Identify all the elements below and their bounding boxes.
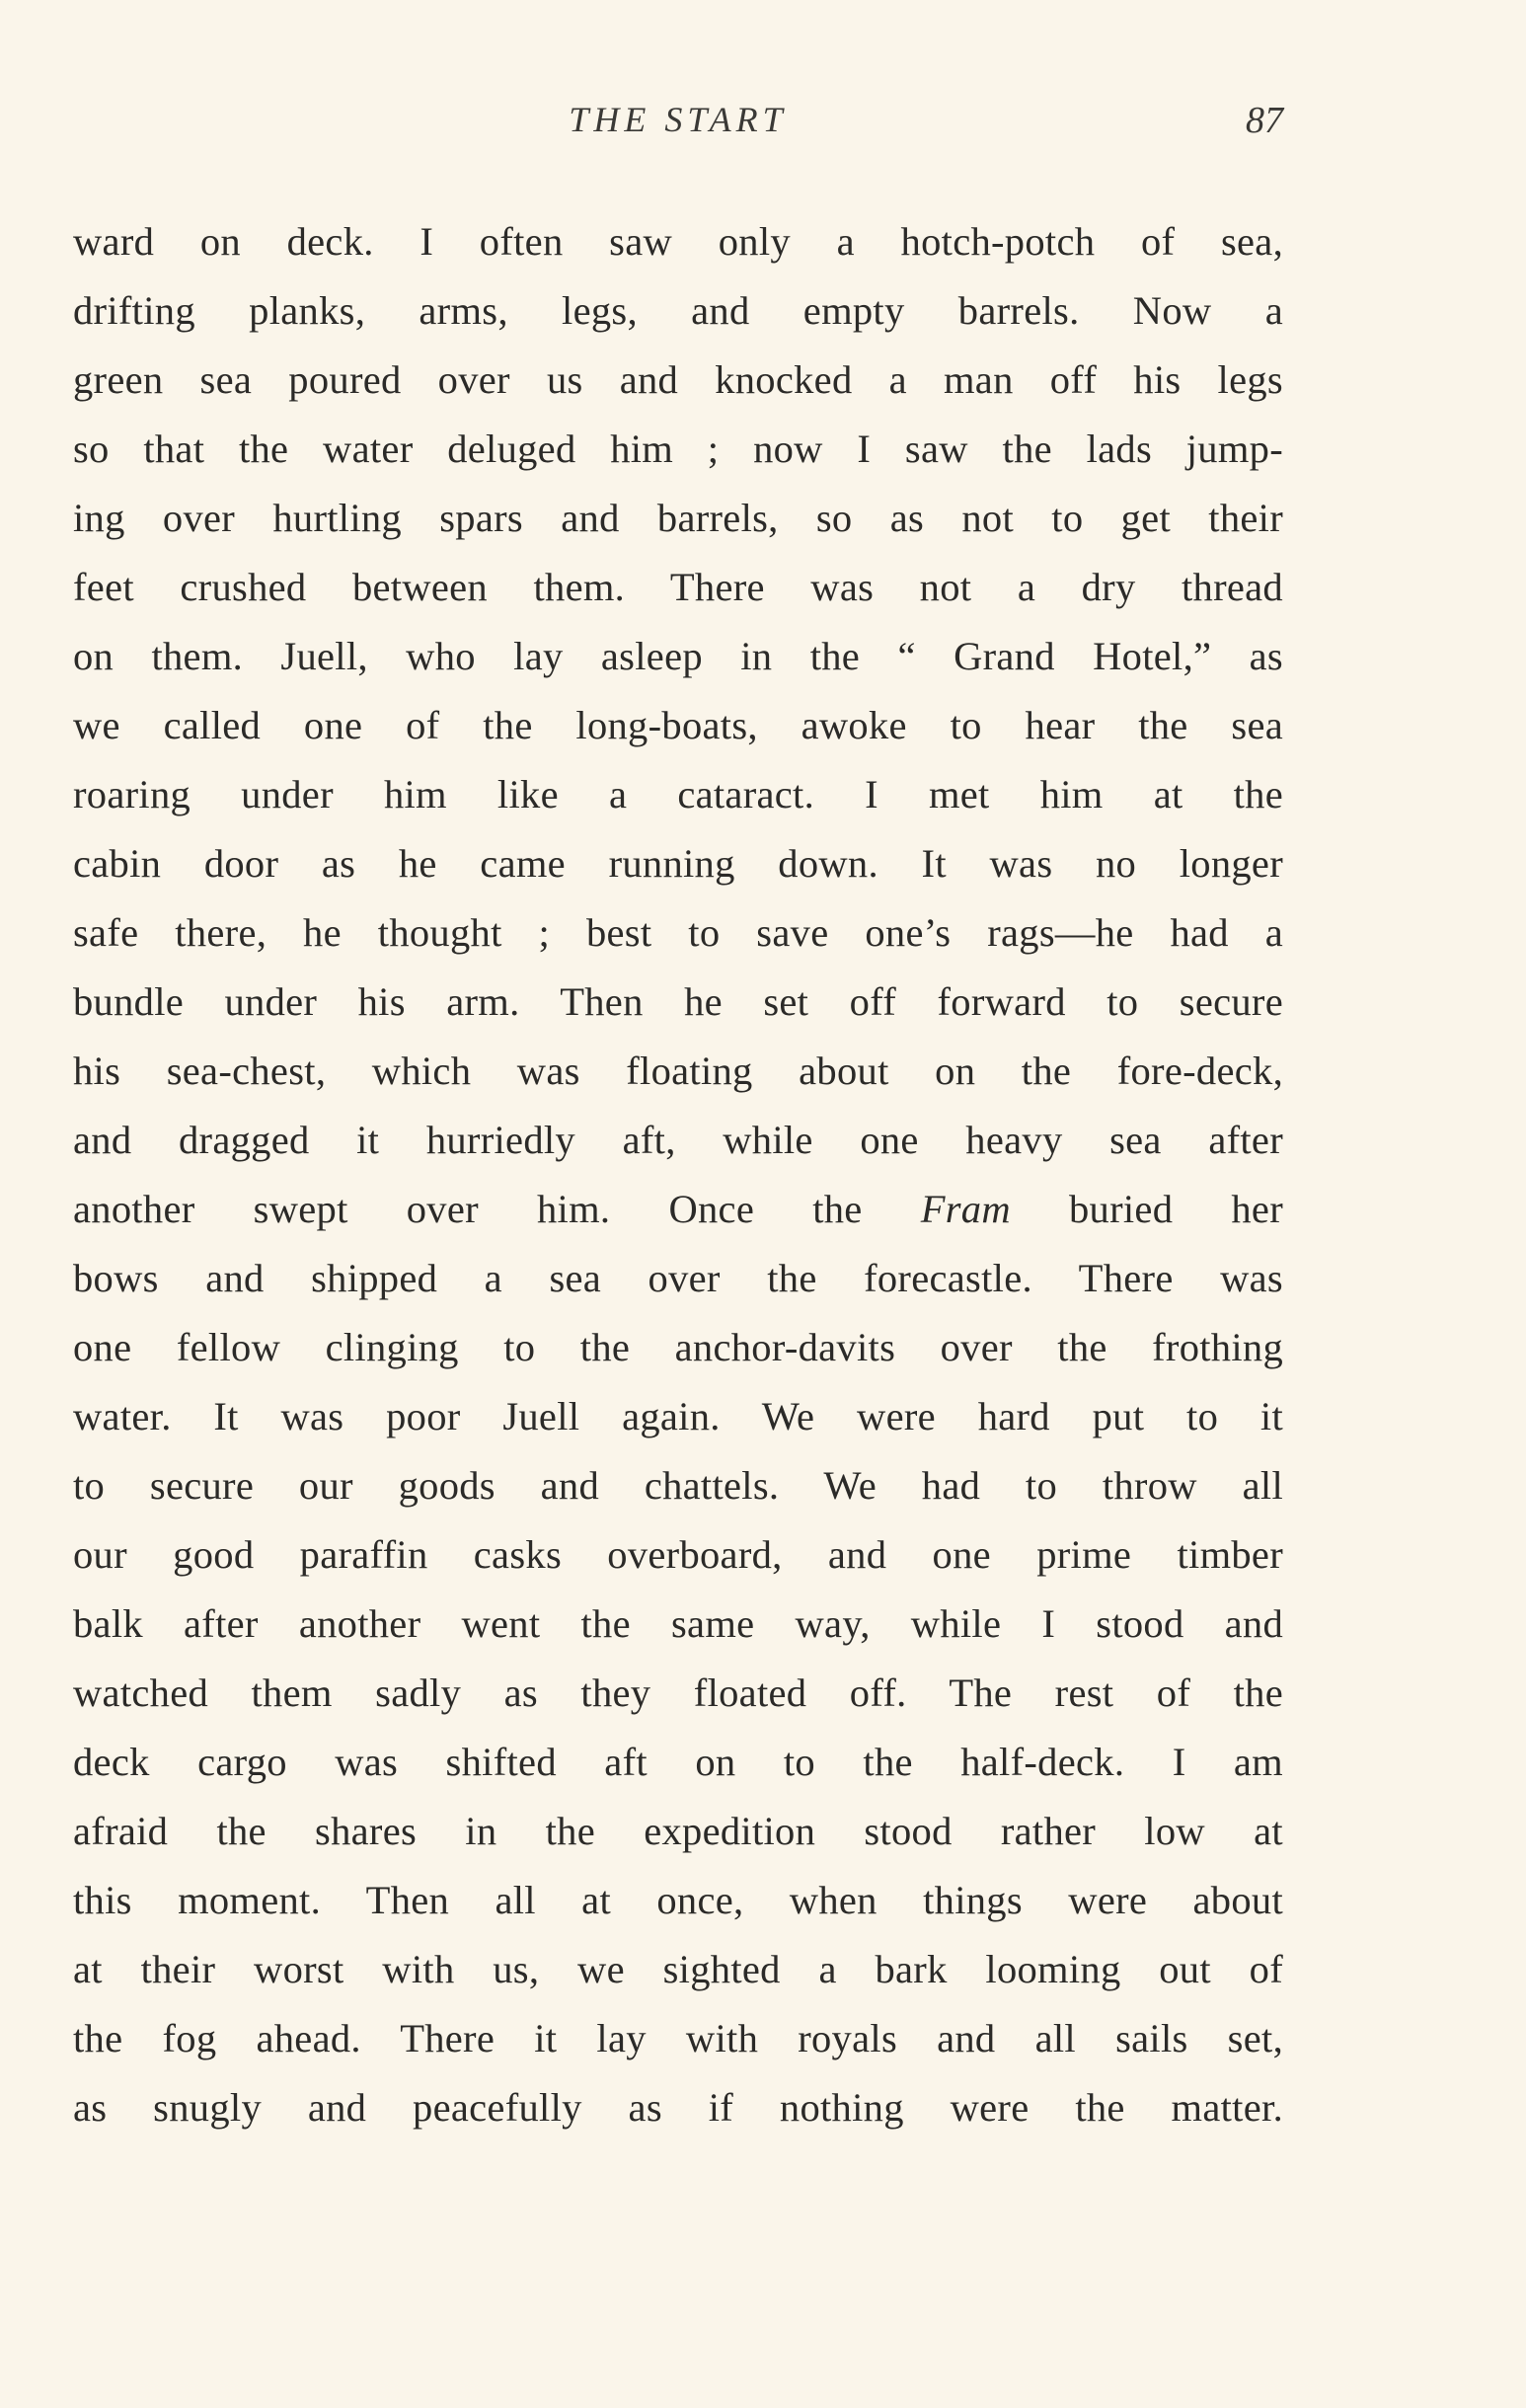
text-line: water. It was poor Juell again. We were hard put to it bbox=[73, 1394, 1283, 1438]
text-line: we called one of the long-boats, awoke to hear the sea bbox=[73, 703, 1283, 747]
text-segment: buried her bbox=[1010, 1187, 1283, 1231]
text-line: cabin door as he came running down. It was no longer bbox=[73, 841, 1283, 886]
text-line: green sea poured over us and knocked a man off his legs bbox=[73, 357, 1283, 402]
text-line: his sea-chest, which was floating about on the fore-deck, bbox=[73, 1049, 1283, 1093]
running-head bbox=[73, 99, 1283, 158]
text-line: and dragged it hurriedly aft, while one heavy sea after bbox=[73, 1118, 1283, 1162]
text-line: feet crushed between them. There was not a dry thread bbox=[73, 565, 1283, 609]
text-line: afraid the shares in the expedition stood rather low at bbox=[73, 1809, 1283, 1853]
text-line: watched them sadly as they floated off. The rest of the bbox=[73, 1670, 1283, 1715]
text-line: roaring under him like a cataract. I met him at the bbox=[73, 772, 1283, 816]
text-line: drifting planks, arms, legs, and empty barrels. Now a bbox=[73, 288, 1283, 333]
running-title: THE START bbox=[569, 100, 788, 139]
text-line: as snugly and peacefully as if nothing were the matter. bbox=[73, 2085, 1283, 2130]
text-line: safe there, he thought ; best to save one’s rags—he had a bbox=[73, 910, 1283, 955]
text-line: our good paraffin casks overboard, and one prime timber bbox=[73, 1532, 1283, 1577]
text-line: so that the water deluged him ; now I saw the lads jump- bbox=[73, 427, 1283, 471]
ship-name-italic: Fram bbox=[920, 1187, 1011, 1231]
page-number: 87 bbox=[1246, 100, 1283, 141]
text-segment: another swept over him. Once the bbox=[73, 1187, 921, 1231]
text-line: this moment. Then all at once, when things were about bbox=[73, 1878, 1283, 1922]
text-line: balk after another went the same way, while I stood and bbox=[73, 1601, 1283, 1646]
text-line: bows and shipped a sea over the forecastle. There was bbox=[73, 1256, 1283, 1300]
text-line: ing over hurtling spars and barrels, so as not to get their bbox=[73, 496, 1283, 540]
text-line: on them. Juell, who lay asleep in the “ Grand Hotel,” as bbox=[73, 634, 1283, 678]
body-text bbox=[73, 207, 1283, 2142]
text-line-with-italic bbox=[73, 1175, 1283, 1244]
text-line: to secure our goods and chattels. We had to throw all bbox=[73, 1463, 1283, 1508]
text-line: deck cargo was shifted aft on to the half-deck. I am bbox=[73, 1740, 1283, 1784]
text-line: one fellow clinging to the anchor-davits over the frothing bbox=[73, 1325, 1283, 1369]
text-line: at their worst with us, we sighted a bark looming out of bbox=[73, 1947, 1283, 1991]
text-line: the fog ahead. There it lay with royals and all sails set, bbox=[73, 2016, 1283, 2060]
text-line: ward on deck. I often saw only a hotch-potch of sea, bbox=[73, 219, 1283, 264]
text-line: bundle under his arm. Then he set off forward to secure bbox=[73, 979, 1283, 1024]
